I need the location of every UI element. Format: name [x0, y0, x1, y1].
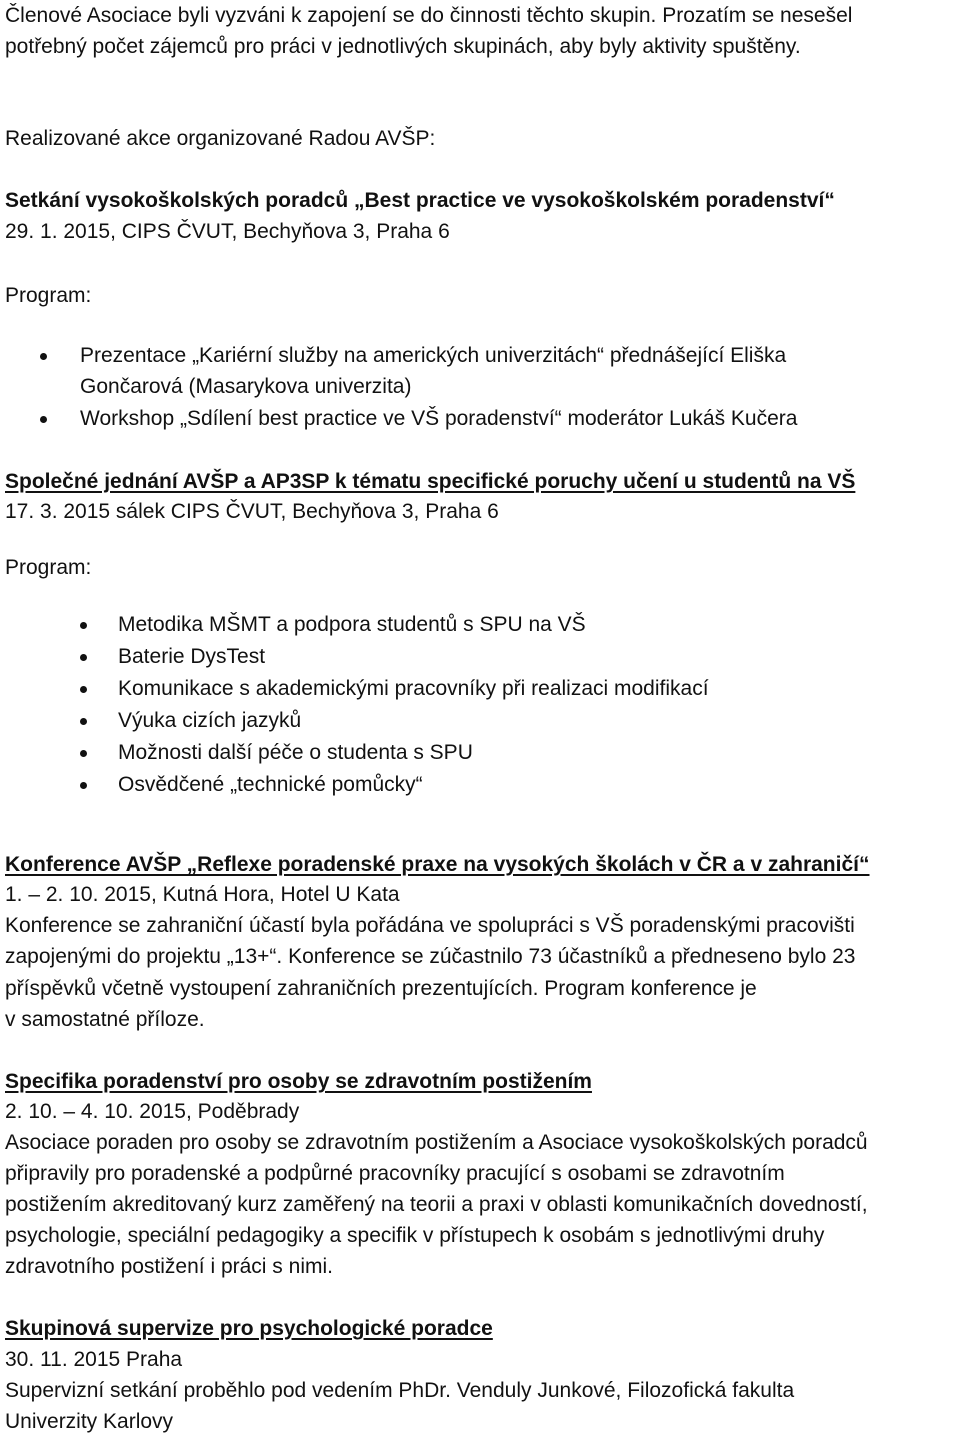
bullet-icon: [80, 718, 87, 725]
program-item: Prezentace „Kariérní služby na amerických univerzitách“ přednášející Eliška: [80, 344, 787, 367]
event-body-line: příspěvků včetně vystoupení zahraničních prezentujících. Program konference je: [5, 977, 757, 1000]
program-label: Program:: [5, 284, 92, 307]
event-body-line: zdravotního postižení i práci s nimi.: [5, 1255, 333, 1278]
event-date-place: 1. – 2. 10. 2015, Kutná Hora, Hotel U Kata: [5, 883, 400, 906]
program-item: Výuka cizích jazyků: [118, 709, 302, 732]
program-item: Možnosti další péče o studenta s SPU: [118, 741, 473, 764]
event-body-line: Univerzity Karlovy: [5, 1410, 174, 1433]
event-title: Skupinová supervize pro psychologické poradce: [5, 1317, 493, 1340]
program-item: Baterie DysTest: [118, 645, 266, 668]
section-title: Realizované akce organizované Radou AVŠP:: [5, 127, 436, 150]
event-date-place: 17. 3. 2015 sálek CIPS ČVUT, Bechyňova 3, Praha 6: [5, 500, 499, 523]
event-body-line: zapojenými do projektu „13+“. Konference se zúčastnilo 73 účastníků a předneseno bylo 23: [5, 945, 856, 968]
bullet-icon: [40, 353, 47, 360]
event-body-line: připravily pro poradenské a podpůrné pracovníky pracující s osobami se zdravotním: [5, 1162, 785, 1185]
bullet-icon: [80, 654, 87, 661]
event-title: Setkání vysokoškolských poradců „Best practice ve vysokoškolském poradenství“: [5, 189, 835, 212]
program-label: Program:: [5, 556, 92, 579]
event-title: Konference AVŠP „Reflexe poradenské praxe na vysokých školách v ČR a v zahraničí“: [5, 853, 870, 876]
event-body-line: psychologie, speciální pedagogiky a specifik v přístupech k osobám s jednotlivými druhy: [5, 1224, 825, 1247]
program-item: Osvědčené „technické pomůcky“: [118, 773, 423, 796]
bullet-icon: [80, 686, 87, 693]
intro-line: Členové Asociace byli vyzváni k zapojení se do činnosti těchto skupin. Prozatím se nesešel: [5, 4, 853, 27]
bullet-icon: [80, 782, 87, 789]
event-title: Společné jednání AVŠP a AP3SP k tématu specifické poruchy učení u studentů na VŠ: [5, 470, 856, 493]
program-item-continuation: Gončarová (Masarykova univerzita): [80, 375, 412, 398]
event-body-line: Asociace poraden pro osoby se zdravotním postižením a Asociace vysokoškolských poradců: [5, 1131, 868, 1154]
bullet-icon: [80, 622, 87, 629]
program-item: Komunikace s akademickými pracovníky při realizaci modifikací: [118, 677, 709, 700]
intro-line: potřebný počet zájemců pro práci v jednotlivých skupinách, aby byly aktivity spuštěny.: [5, 35, 801, 58]
event-body-line: postižením akreditovaný kurz zaměřený na teorii a praxi v oblasti komunikačních dovedností,: [5, 1193, 868, 1216]
program-item: Metodika MŠMT a podpora studentů s SPU na VŠ: [118, 613, 586, 636]
event-title: Specifika poradenství pro osoby se zdravotním postižením: [5, 1070, 592, 1093]
event-body-line: v samostatné příloze.: [5, 1008, 205, 1031]
event-body-line: Konference se zahraniční účastí byla pořádána ve spolupráci s VŠ poradenskými pracovišti: [5, 914, 855, 937]
bullet-icon: [80, 750, 87, 757]
program-item: Workshop „Sdílení best practice ve VŠ poradenství“ moderátor Lukáš Kučera: [80, 407, 798, 430]
bullet-icon: [40, 416, 47, 423]
event-date-place: 30. 11. 2015 Praha: [5, 1348, 183, 1371]
event-date-place: 29. 1. 2015, CIPS ČVUT, Bechyňova 3, Praha 6: [5, 220, 450, 243]
event-body-line: Supervizní setkání proběhlo pod vedením PhDr. Venduly Junkové, Filozofická fakulta: [5, 1379, 795, 1402]
event-date-place: 2. 10. – 4. 10. 2015, Poděbrady: [5, 1100, 300, 1123]
